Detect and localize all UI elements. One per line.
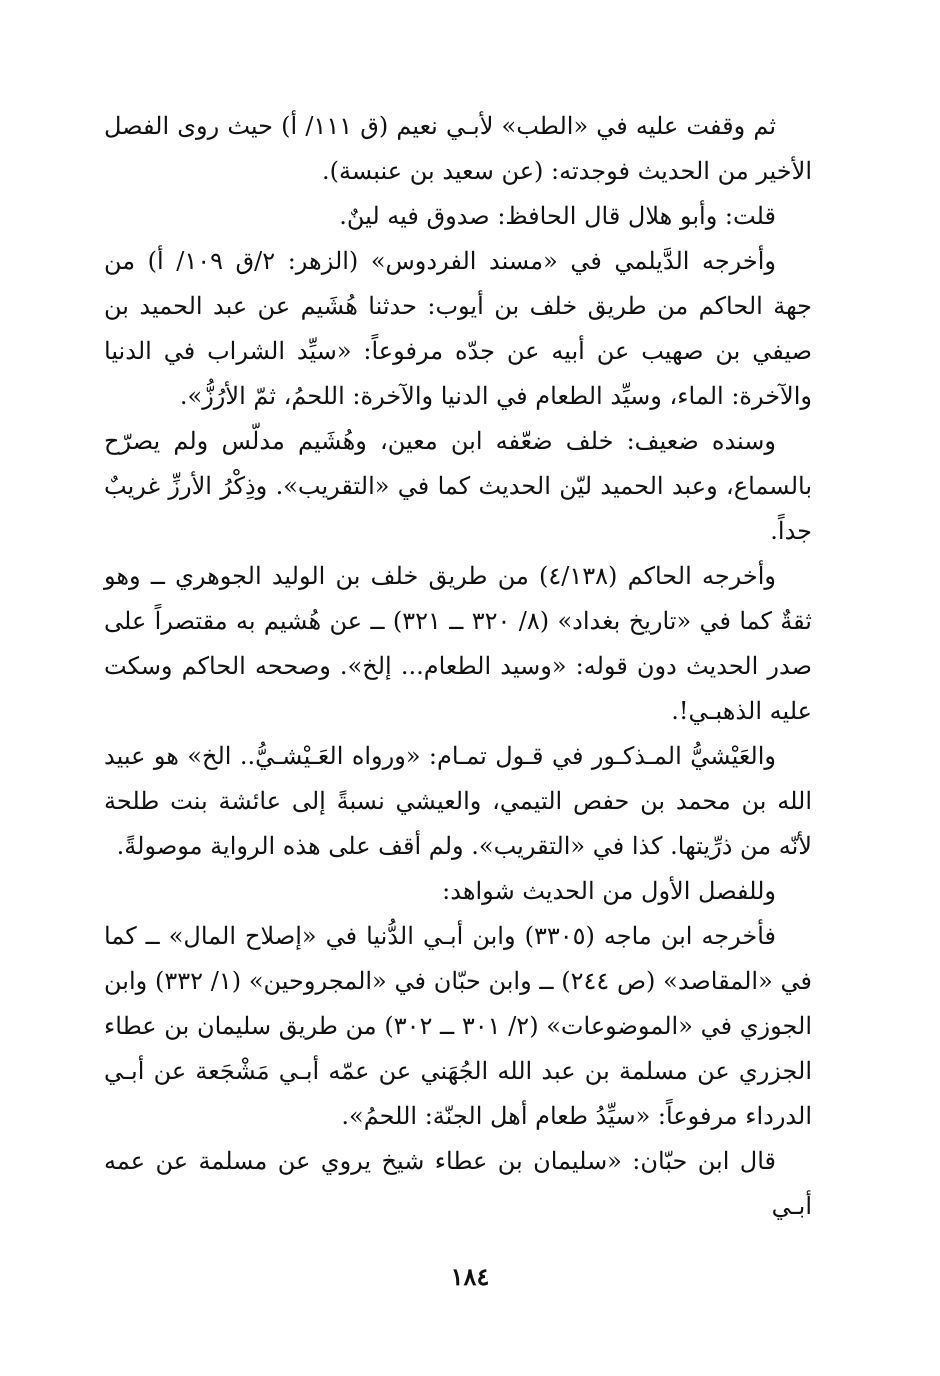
paragraph: وسنده ضعيف: خلف ضعّفه ابن معين، وهُشَيم مدلّس ولم يصرّح بالسماع، وعبد الحميد ليّن الحديث كما في «التقريب». وذِكْرُ الأرزِّ غريبٌ جداً. bbox=[104, 427, 812, 545]
paragraph: قال ابن حبّان: «سليمان بن عطاء شيخ يروي عن مسلمة عن عمه أبـي bbox=[104, 1147, 812, 1220]
body-text bbox=[104, 104, 812, 1229]
paragraph: والعَيْشيُّ المـذكـور في قـول تمـام: «ورواه العَـيْشـيُّ.. الخ» هو عبيد الله بن محمد بن حفص التيمي، والعيشي نسبةً إلى عائشة بنت طلحة لأنّه من ذرِّيتها. كذا في «التقريب». ولم أقف على هذه الرواية موصولةً. bbox=[104, 742, 812, 860]
page-number: ١٨٤ bbox=[450, 1262, 490, 1291]
paragraph: وأخرجه الدَّيلمي في «مسند الفردوس» (الزهر: ٢/ق ١٠٩/ أ) من جهة الحاكم من طريق خلف بن أيوب: حدثنا هُشَيم عن عبد الحميد بن صيفي بن صهيب عن أبيه عن جدّه مرفوعاً: «سيِّد الشراب في الدنيا والآخرة: الماء، وسيِّد الطعام في الدنيا والآخرة: اللحمُ، ثمّ الأرُزُّ». bbox=[104, 247, 813, 410]
paragraph: وأخرجه الحاكم (٤/١٣٨) من طريق خلف بن الوليد الجوهري ــ وهو ثقةٌ كما في «تاريخ بغداد» (٨/ ٣٢٠ ــ ٣٢١) ــ عن هُشيم به مقتصراً على صدر الحديث دون قوله: «وسيد الطعام... إلخ». وصححه الحاكم وسكت عليه الذهبـي!. bbox=[104, 562, 812, 725]
paragraph: ثم وقفت عليه في «الطب» لأبـي نعيم (ق ١١١/ أ) حيث روى الفصل الأخير من الحديث فوجدته: (عن سعيد بن عنبسة). bbox=[104, 112, 812, 185]
paragraph: وللفصل الأول من الحديث شواهد: bbox=[442, 877, 776, 905]
paragraph: فأخرجه ابن ماجه (٣٣٠٥) وابن أبـي الدُّنيا في «إصلاح المال» ــ كما في «المقاصد» (ص ٢٤٤) ــ وابن حبّان في «المجروحين» (١/ ٣٣٢) وابن الجوزي في «الموضوعات» (٢/ ٣٠١ ــ ٣٠٢) من طريق سليمان بن عطاء الجزري عن مسلمة بن عبد الله الجُهَني عن عمّه أبـي مَشْجَعة عن أبـي الدرداء مرفوعاً: «سيِّدُ طعام أهل الجنّة: اللحمُ». bbox=[104, 922, 813, 1130]
paragraph: قلت: وأبو هلال قال الحافظ: صدوق فيه لينٌ. bbox=[339, 202, 776, 230]
